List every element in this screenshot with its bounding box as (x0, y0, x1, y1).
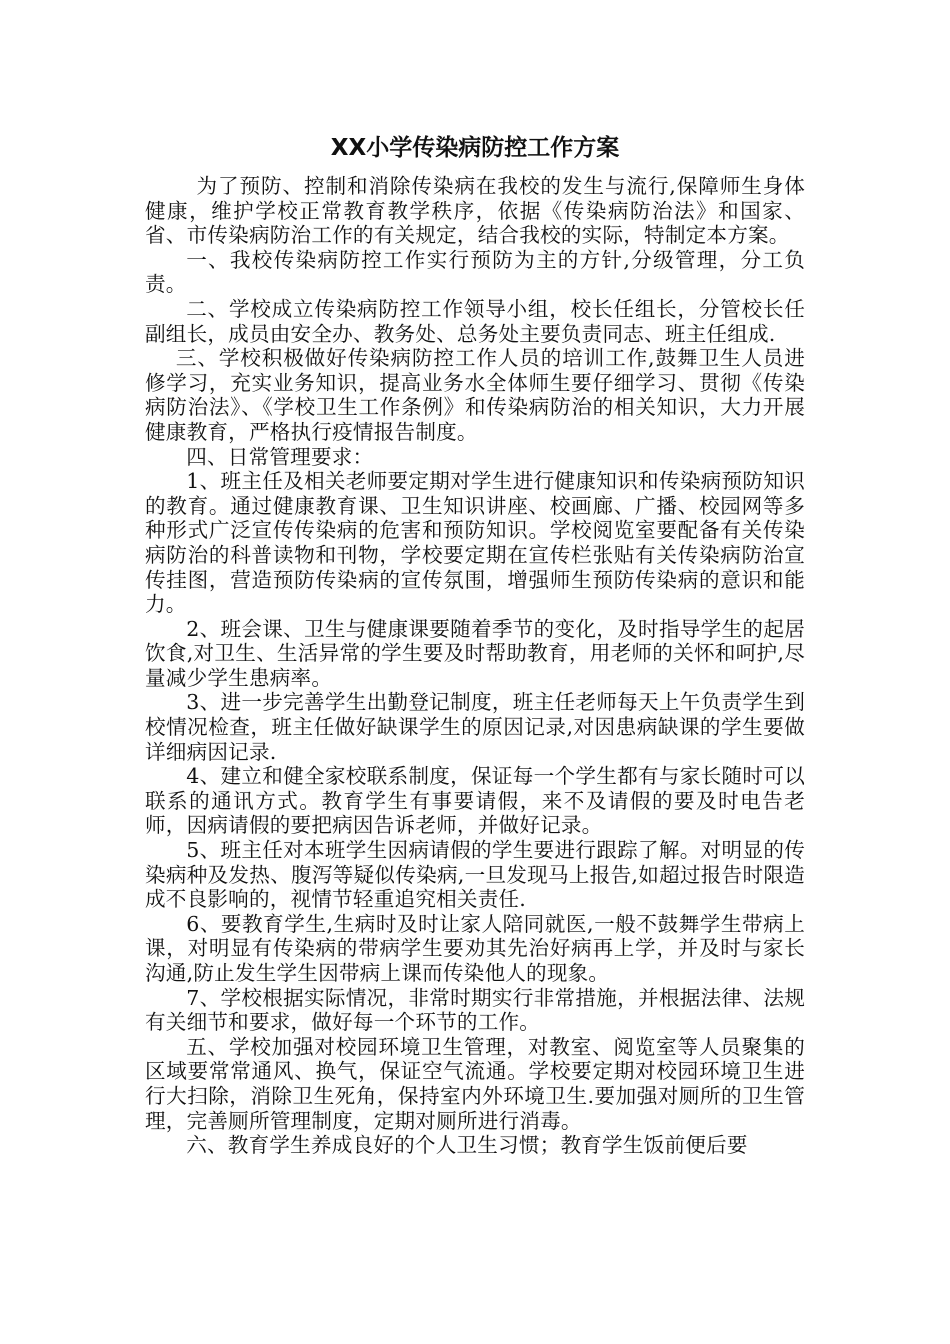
paragraph-4-5: 5、班主任对本班学生因病请假的学生要进行跟踪了解。对明显的传染病种及发热、腹泻等疑似传染病,一旦发现马上报告,如超过报告时限造成不良影响的，视情节轻重追究相关责任. (145, 838, 805, 912)
paragraph-4-3: 3、进一步完善学生出勤登记制度，班主任老师每天上午负责学生到校情况检查，班主任做好缺课学生的原因记录,对因患病缺课的学生要做详细病因记录. (145, 690, 805, 764)
document-body (145, 174, 805, 1158)
paragraph-4-4: 4、建立和健全家校联系制度，保证每一个学生都有与家长随时可以联系的通讯方式。教育学生有事要请假，来不及请假的要及时电告老师，因病请假的要把病因告诉老师，并做好记录。 (145, 764, 805, 838)
paragraph-4-7: 7、学校根据实际情况，非常时期实行非常措施，并根据法律、法规有关细节和要求，做好每一个环节的工作。 (145, 985, 805, 1035)
paragraph-4: 四、日常管理要求： (186, 444, 374, 469)
paragraph-5: 五、学校加强对校园环境卫生管理，对教室、阅览室等人员聚集的区域要常常通风、换气，保证空气流通。学校要定期对校园环境卫生进行大扫除，消除卫生死角，保持室内外环境卫生.要加强对厕所的卫生管理，完善厕所管理制度，定期对厕所进行消毒。 (145, 1034, 805, 1133)
paragraph-2: 二、学校成立传染病防控工作领导小组，校长任组长，分管校长任副组长，成员由安全办、教务处、总务处主要负责同志、班主任组成. (145, 296, 805, 346)
paragraph-4-6: 6、要教育学生,生病时及时让家人陪同就医,一般不鼓舞学生带病上课，对明显有传染病的带病学生要劝其先治好病再上学，并及时与家长沟通,防止发生学生因带病上课而传染他人的现象。 (145, 911, 805, 985)
paragraph-4-2: 2、班会课、卫生与健康课要随着季节的变化，及时指导学生的起居饮食,对卫生、生活异常的学生要及时帮助教育，用老师的关怀和呵护,尽量减少学生患病率。 (145, 616, 805, 690)
paragraph-6: 六、教育学生养成良好的个人卫生习惯；教育学生饭前便后要 (186, 1133, 748, 1158)
paragraph-1: 一、我校传染病防控工作实行预防为主的方针,分级管理，分工负责。 (145, 247, 805, 297)
paragraph-3: 三、学校积极做好传染病防控工作人员的培训工作,鼓舞卫生人员进修学习，充实业务知识，提高业务水全体师生要仔细学习、贯彻《传染病防治法》、《学校卫生工作条例》和传染病防治的相关知识，大力开展健康教育，严格执行疫情报告制度。 (145, 346, 805, 444)
paragraph-4-1: 1、班主任及相关老师要定期对学生进行健康知识和传染病预防知识的教育。通过健康教育课、卫生知识讲座、校画廊、广播、校园网等多种形式广泛宣传传染病的危害和预防知识。学校阅览室要配备有关传染病防治的科普读物和刊物，学校要定期在宣传栏张贴有关传染病防治宣传挂图，营造预防传染病的宣传氛围，增强师生预防传染病的意识和能力。 (145, 469, 805, 617)
paragraph-intro: 为了预防、控制和消除传染病在我校的发生与流行,保障师生身体健康，维护学校正常教育教学秩序，依据《传染病防治法》和国家、省、市传染病防治工作的有关规定，结合我校的实际，特制定本方案。 (145, 174, 805, 248)
document-title: XX小学传染病防控工作方案 (330, 135, 620, 161)
